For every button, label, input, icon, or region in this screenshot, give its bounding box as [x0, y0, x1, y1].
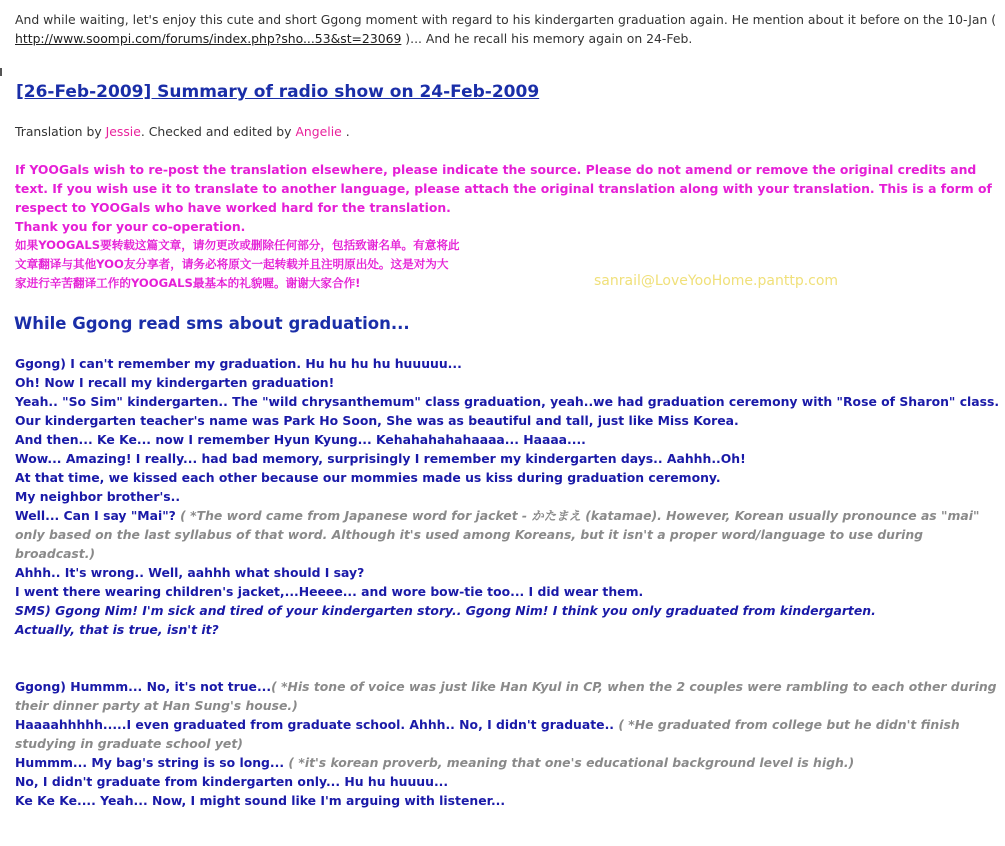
transcript-line: Yeah.. "So Sim" kindergarten.. The "wild chrysanthemum" class graduation, yeah..we had graduation ceremony with "Rose of Sharon" class. — [15, 394, 1000, 409]
page-edge-mark — [0, 68, 2, 76]
transcript-line — [15, 753, 1000, 772]
reply-block — [15, 677, 1000, 810]
section-heading: While Ggong read sms about graduation... — [14, 314, 410, 333]
transcript-line: Oh! Now I recall my kindergarten graduation! — [15, 375, 335, 390]
transcript-line — [15, 715, 1000, 753]
transcript-line: Our kindergarten teacher's name was Park Ho Soon, She was as beautiful and tall, just like Miss Korea. — [15, 413, 739, 428]
notice-chinese-line: 家进行辛苦翻译工作的YOOGALS最基本的礼貌喔。谢谢大家合作! — [15, 276, 361, 290]
sms-block — [15, 601, 1000, 639]
transcript-line: At that time, we kissed each other because our mommies made us kiss during graduation ceremony. — [15, 470, 721, 485]
notice-chinese-line: 如果YOOGALS要转载这篇文章，请勿更改或删除任何部分，包括致谢名单。有意将此 — [15, 238, 460, 252]
notice-thanks: Thank you for your co-operation. — [15, 219, 246, 234]
soompi-forum-link[interactable]: http://www.soompi.com/forums/index.php?sho...53&st=23069 — [15, 31, 402, 46]
translator-note: ( *His tone of voice was just like Han Kyul in CP, when the 2 couples were rambling to each other during their dinner party at Han Sung's house.) — [15, 679, 997, 713]
intro-text: And while waiting, let's enjoy this cute and short Ggong moment with regard to his kindergarten graduation again. He mention about it before on the 10-Jan ( — [15, 12, 997, 27]
transcript-text: Well... Can I say "Mai"? — [15, 508, 181, 523]
transcript-line: My neighbor brother's.. — [15, 489, 181, 504]
credits-prefix: Translation by — [15, 124, 106, 139]
transcript-line: Ahhh.. It's wrong.. Well, aahhh what should I say? — [15, 565, 365, 580]
conversation-block — [15, 354, 1000, 601]
translator-note: ( *The word came from Japanese word for jacket - かたまえ (katamae). However, Korean usually pronounce as "mai" only based on the last syllabus of that word. Although it's used among Koreans, but it isn't a proper word/language to use during broadcast.) — [15, 508, 980, 561]
translator-note: ( *it's korean proverb, meaning that one's educational background level is high.) — [288, 755, 855, 770]
sms-line: Actually, that is true, isn't it? — [15, 622, 219, 637]
editor-name: Angelie — [295, 124, 342, 139]
credits-middle: . Checked and edited by — [140, 124, 296, 139]
credits-line — [15, 122, 1000, 141]
sms-line: SMS) Ggong Nim! I'm sick and tired of your kindergarten story.. Ggong Nim! I think you only graduated from kindergarten. — [15, 603, 876, 618]
post-title-link[interactable]: [26-Feb-2009] Summary of radio show on 24-Feb-2009 — [16, 82, 540, 102]
transcript-line — [15, 506, 1000, 563]
transcript-text: Hummm... My bag's string is so long... — [15, 755, 289, 770]
intro-text-end: )... And he recall his memory again on 24-Feb. — [401, 31, 693, 46]
transcript-line: And then... Ke Ke... now I remember Hyun Kyung... Kehahahahahaaaa... Haaaa.... — [15, 432, 586, 447]
credits-suffix: . — [341, 124, 350, 139]
transcript-line — [15, 677, 1000, 715]
translator-name: Jessie — [105, 124, 141, 139]
transcript-line: Wow... Amazing! I really... had bad memory, surprisingly I remember my kindergarten days.. Aahhh..Oh! — [15, 451, 746, 466]
transcript-text: Haaaahhhhh.....I even graduated from graduate school. Ahhh.. No, I didn't graduate.. — [15, 717, 619, 732]
intro-paragraph — [15, 10, 1000, 48]
notice-chinese-line: 文章翻译与其他YOO友分享者，请务必将原文一起转载并且注明原出处。这是对为大 — [15, 257, 449, 271]
transcript-line: Ke Ke Ke.... Yeah... Now, I might sound like I'm arguing with listener... — [15, 793, 506, 808]
translator-note: ( *He graduated from college but he didn't finish studying in graduate school yet) — [15, 717, 960, 751]
transcript-line: No, I didn't graduate from kindergarten only... Hu hu huuuu... — [15, 774, 449, 789]
repost-notice-chinese — [15, 236, 535, 293]
transcript-text: Ggong) Hummm... No, it's not true... — [15, 679, 272, 694]
transcript-line: Ggong) I can't remember my graduation. Hu hu hu hu huuuuu... — [15, 356, 462, 371]
watermark-text: sanrail@LoveYooHome.panttp.com — [594, 273, 839, 289]
repost-notice — [15, 160, 1000, 236]
transcript-line: I went there wearing children's jacket,...Heeee... and wore bow-tie too... I did wear them. — [15, 584, 644, 599]
notice-english: If YOOGals wish to re-post the translation elsewhere, please indicate the source. Please do not amend or remove the original credits and text. If you wish use it to translate to another language, please attach the original translation along with your translation. This is a form of respect to YOOGals who have worked hard for the translation. — [15, 162, 992, 215]
